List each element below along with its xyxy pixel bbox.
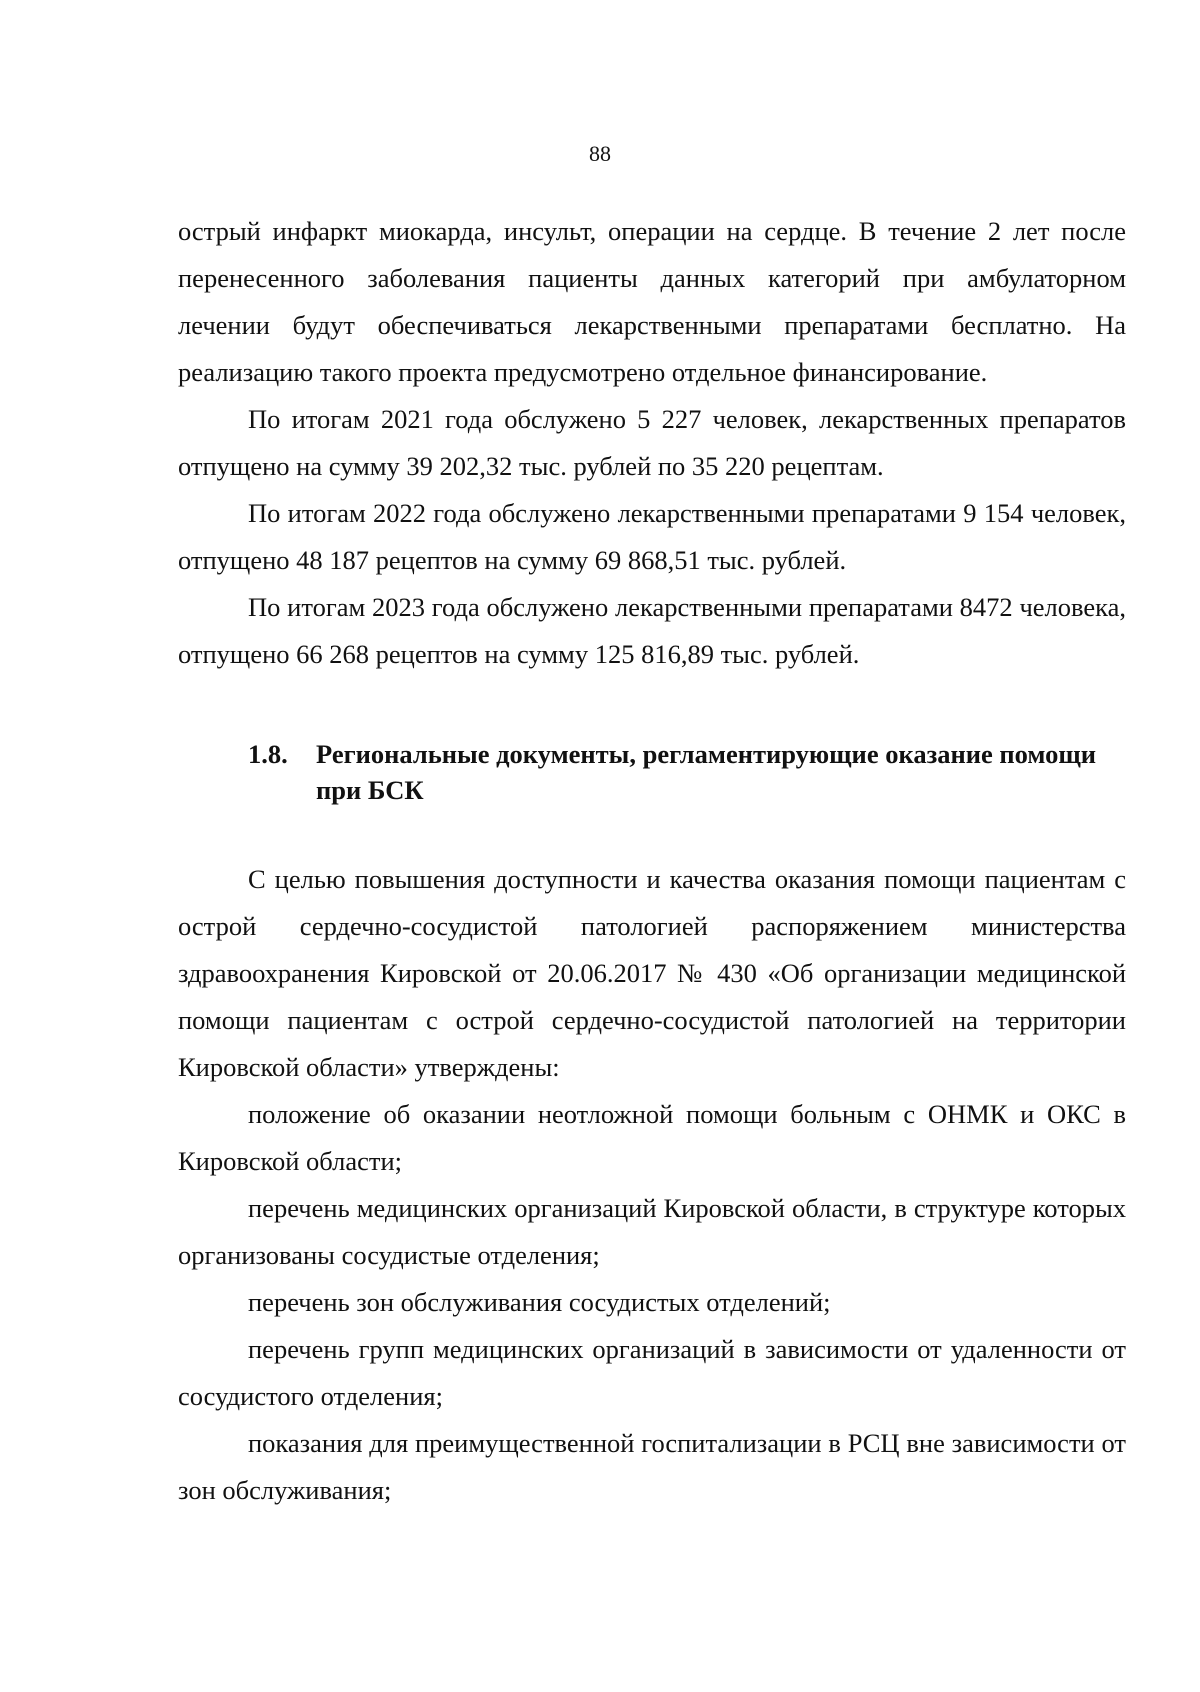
document-body — [178, 208, 1126, 1514]
list-item: перечень групп медицинских организаций в зависимости от удаленности от сосудистого отделения; — [178, 1334, 1126, 1411]
paragraph-order-intro: С целью повышения доступности и качества оказания помощи пациентам с острой сердечно-сосудистой патологией распоряжением министерства здравоохранения Кировской от 20.06.2017 № 430 «Об организации медицинской помощи пациентам с острой сердечно-сосудистой патологией на территории Кировской области» утверждены: — [178, 864, 1126, 1082]
page-number: 88 — [589, 141, 611, 166]
paragraph-continuation: острый инфаркт миокарда, инсульт, операции на сердце. В течение 2 лет после перенесенного заболевания пациенты данных категорий при амбулаторном лечении будут обеспечиваться лекарственными препаратами бесплатно. На реализацию такого проекта предусмотрено отдельное финансирование. — [178, 216, 1126, 387]
paragraph-2023-results: По итогам 2023 года обслужено лекарственными препаратами 8472 человека, отпущено 66 268 рецептов на сумму 125 816,89 тыс. рублей. — [178, 592, 1126, 669]
section-number: 1.8. — [248, 739, 288, 769]
paragraph-2022-results: По итогам 2022 года обслужено лекарственными препаратами 9 154 человек, отпущено 48 187 рецептов на сумму 69 868,51 тыс. рублей. — [178, 498, 1126, 575]
list-item: перечень зон обслуживания сосудистых отделений; — [248, 1287, 831, 1317]
section-heading — [178, 736, 1126, 808]
paragraph-2021-results: По итогам 2021 года обслужено 5 227 человек, лекарственных препаратов отпущено на сумму 39 202,32 тыс. рублей по 35 220 рецептам. — [178, 404, 1126, 481]
list-item: показания для преимущественной госпитализации в РСЦ вне зависимости от зон обслуживания; — [178, 1428, 1126, 1505]
list-item: положение об оказании неотложной помощи больным с ОНМК и ОКС в Кировской области; — [178, 1099, 1126, 1176]
section-title: Региональные документы, регламентирующие оказание помощи при БСК — [316, 739, 1097, 805]
list-item: перечень медицинских организаций Кировской области, в структуре которых организованы сосудистые отделения; — [178, 1193, 1126, 1270]
